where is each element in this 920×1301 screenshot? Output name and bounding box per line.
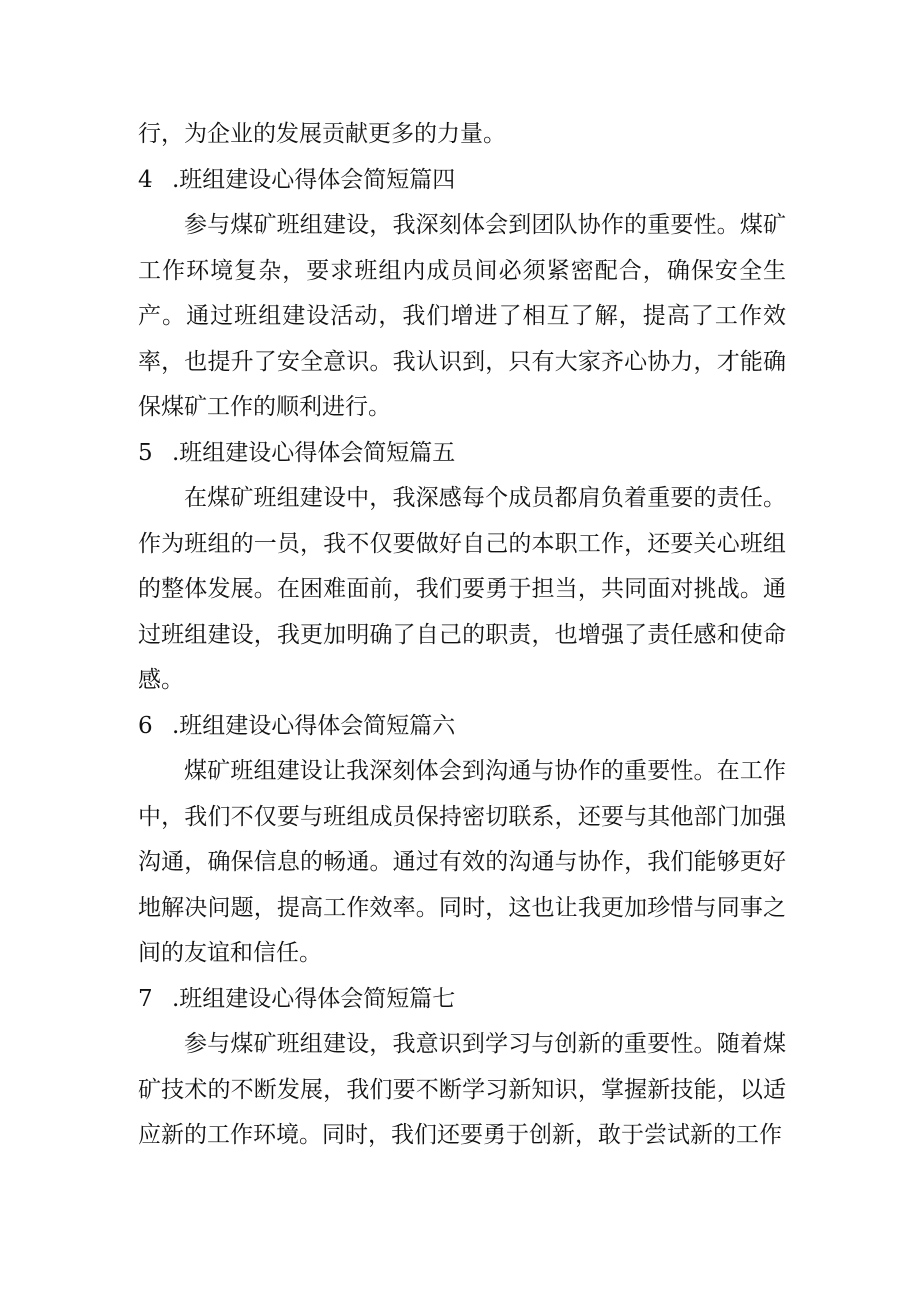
section-6 [138, 704, 786, 977]
section-title: .班组建设心得体会简短篇六 [172, 712, 456, 739]
section-body: 煤矿班组建设让我深刻体会到沟通与协作的重要性。在工作中，我们不仅要与班组成员保持密切联系，还要与其他部门加强沟通，确保信息的畅通。通过有效的沟通与协作，我们能够更好地解决问题，提高工作效率。同时，这也让我更加珍惜与同事之间的友谊和信任。 [138, 758, 786, 966]
section-5 [138, 431, 786, 704]
section-heading [138, 158, 786, 204]
section-number: 4 [138, 166, 153, 193]
continuation-paragraph: 行，为企业的发展贡献更多的力量。 [138, 121, 506, 147]
section-title: .班组建设心得体会简短篇四 [172, 166, 456, 193]
section-body: 参与煤矿班组建设，我意识到学习与创新的重要性。随着煤矿技术的不断发展，我们要不断学习新知识，掌握新技能，以适应新的工作环境。同时，我们还要勇于创新，敢于尝试新的工作 [138, 1031, 786, 1148]
document-page [138, 112, 786, 1159]
section-body: 在煤矿班组建设中，我深感每个成员都肩负着重要的责任。作为班组的一员，我不仅要做好自己的本职工作，还要关心班组的整体发展。在困难面前，我们要勇于担当，共同面对挑战。通过班组建设，我更加明确了自己的职责，也增强了责任感和使命感。 [138, 485, 786, 693]
section-number: 6 [138, 712, 153, 739]
section-heading [138, 977, 786, 1023]
section-4 [138, 158, 786, 431]
section-heading [138, 704, 786, 750]
section-title: .班组建设心得体会简短篇七 [172, 985, 456, 1012]
section-title: .班组建设心得体会简短篇五 [172, 439, 456, 466]
section-number: 5 [138, 439, 153, 466]
section-number: 7 [138, 985, 153, 1012]
section-heading [138, 431, 786, 477]
section-body: 参与煤矿班组建设，我深刻体会到团队协作的重要性。煤矿工作环境复杂，要求班组内成员间必须紧密配合，确保安全生产。通过班组建设活动，我们增进了相互了解，提高了工作效率，也提升了安全意识。我认识到，只有大家齐心协力，才能确保煤矿工作的顺利进行。 [138, 212, 786, 420]
section-7 [138, 977, 786, 1159]
